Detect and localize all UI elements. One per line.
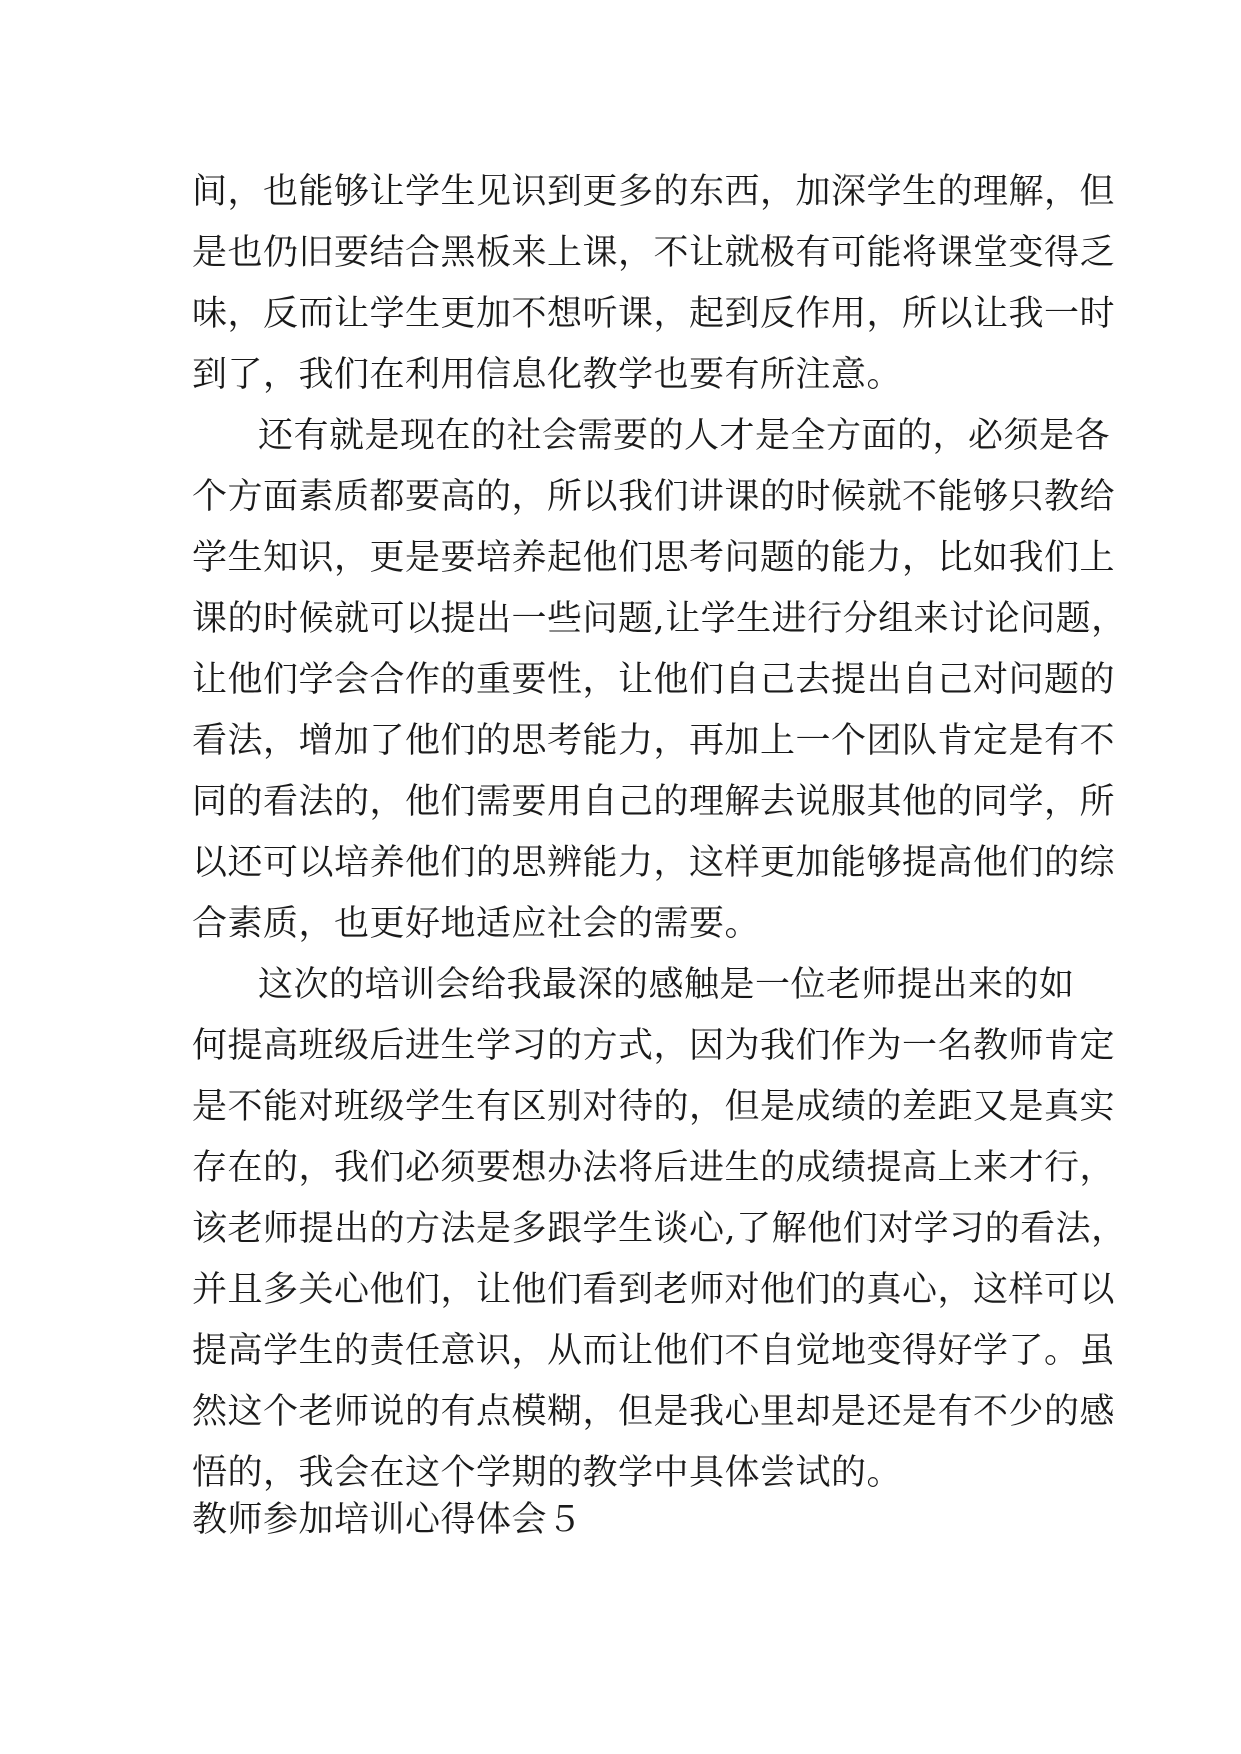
text-line: 何提高班级后进生学习的方式，因为我们作为一名教师肯定 <box>192 1026 1116 1066</box>
text-line: 间，也能够让学生见识到更多的东西，加深学生的理解，但 <box>192 172 1116 212</box>
text-line: 该老师提出的方法是多跟学生谈心,了解他们对学习的看法， <box>192 1209 1127 1249</box>
body-text <box>192 162 1127 1504</box>
paragraph-first-line: 还有就是现在的社会需要的人才是全方面的，必须是各 <box>258 416 1111 456</box>
text-line: 到了，我们在利用信息化教学也要有所注意。 <box>192 355 903 395</box>
text-line: 提高学生的责任意识，从而让他们不自觉地变得好学了。虽 <box>192 1331 1116 1371</box>
text-line: 学生知识，更是要培养起他们思考问题的能力，比如我们上 <box>192 538 1116 578</box>
text-line: 看法，增加了他们的思考能力，再加上一个团队肯定是有不 <box>192 721 1116 761</box>
text-line: 课的时候就可以提出一些问题,让学生进行分组来讨论问题， <box>192 599 1127 639</box>
text-line: 味，反而让学生更加不想听课，起到反作用，所以让我一时 <box>192 294 1116 334</box>
text-line: 是不能对班级学生有区别对待的，但是成绩的差距又是真实 <box>192 1087 1116 1127</box>
text-line: 悟的，我会在这个学期的教学中具体尝试的。 <box>192 1453 903 1493</box>
text-line: 让他们学会合作的重要性，让他们自己去提出自己对问题的 <box>192 660 1116 700</box>
text-line: 合素质，也更好地适应社会的需要。 <box>192 904 761 944</box>
section-heading: 教师参加培训心得体会５ <box>192 1500 583 1540</box>
text-line: 个方面素质都要高的，所以我们讲课的时候就不能够只教给 <box>192 477 1116 517</box>
text-line: 存在的，我们必须要想办法将后进生的成绩提高上来才行， <box>192 1148 1116 1188</box>
text-line: 以还可以培养他们的思辨能力，这样更加能够提高他们的综 <box>192 843 1116 883</box>
text-line: 并且多关心他们，让他们看到老师对他们的真心，这样可以 <box>192 1270 1116 1310</box>
text-line: 同的看法的，他们需要用自己的理解去说服其他的同学，所 <box>192 782 1116 822</box>
paragraph-first-line: 这次的培训会给我最深的感触是一位老师提出来的如 <box>258 965 1075 1005</box>
text-line: 是也仍旧要结合黑板来上课，不让就极有可能将课堂变得乏 <box>192 233 1116 273</box>
text-line: 然这个老师说的有点模糊，但是我心里却是还是有不少的感 <box>192 1392 1116 1432</box>
